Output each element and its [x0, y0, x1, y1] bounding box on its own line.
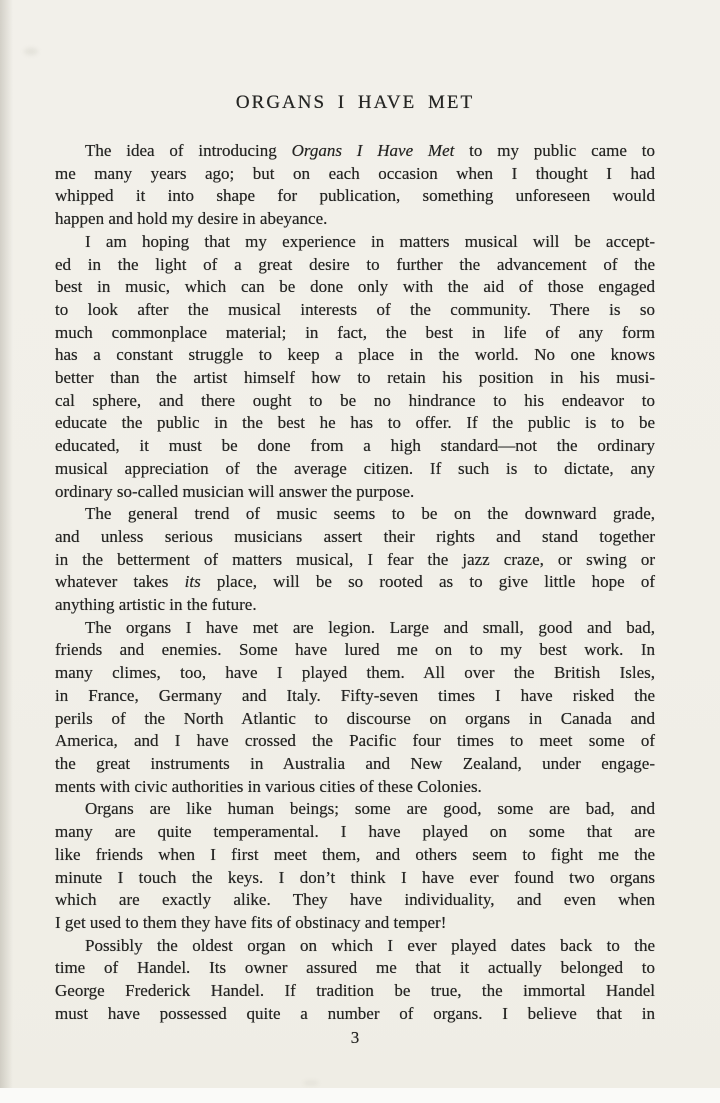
scan-artifact [24, 48, 38, 55]
text-line: whatever takes its place, will be so rooted as to give little hope of [55, 572, 655, 592]
text-line: much commonplace material; in fact, the best in life of any form [55, 322, 655, 342]
text-line: many climes, too, have I played them. All over the British Isles, [55, 663, 655, 683]
text-line: I get used to them they have fits of obstinacy and temper! [55, 912, 447, 932]
paragraph [55, 503, 655, 617]
text-line: minute I touch the keys. I don’t think I have ever found two organs [55, 867, 655, 887]
paragraph [55, 798, 655, 934]
text-line: has a constant struggle to keep a place in the world. No one knows [55, 345, 655, 365]
text-line: cal sphere, and there ought to be no hindrance to his endeavor to [55, 390, 655, 410]
text-line: friends and enemies. Some have lured me on to my best work. In [55, 640, 655, 660]
text-line: many are quite temperamental. I have played on some that are [55, 822, 655, 842]
text-line: musical appreciation of the average citizen. If such is to dictate, any [55, 458, 655, 478]
text-line: and unless serious musicians assert their rights and stand together [55, 526, 655, 546]
text-line: ordinary so-called musician will answer the purpose. [55, 481, 415, 501]
text-line: which are exactly alike. They have individuality, and even when [55, 890, 655, 910]
text-line: best in music, which can be done only with the aid of those engaged [55, 277, 655, 297]
text-line: must have possessed quite a number of organs. I believe that in [55, 1003, 655, 1023]
text-line: The idea of introducing Organs I Have Met to my public came to [85, 141, 655, 160]
chapter-title: ORGANS I HAVE MET [235, 92, 475, 113]
page-edge-shadow [0, 0, 13, 1088]
text-line: in the betterment of matters musical, I fear the jazz craze, or swing or [55, 549, 655, 569]
text-line: Organs are like human beings; some are good, some are bad, and [85, 799, 655, 819]
text-line: time of Handel. Its owner assured me that it actually belonged to [55, 958, 655, 978]
text-line: anything artistic in the future. [55, 595, 257, 615]
page-number: 3 [350, 1028, 360, 1047]
paragraph [55, 231, 655, 503]
text-line: to look after the musical interests of the community. There is so [55, 299, 655, 319]
paragraph [55, 935, 655, 1026]
text-line: whipped it into shape for publication, something unforeseen would [55, 186, 655, 206]
paragraph [55, 140, 655, 231]
text-line: in France, Germany and Italy. Fifty-seven times I have risked the [55, 685, 655, 705]
text-line: the great instruments in Australia and New Zealand, under engage- [55, 753, 655, 773]
text-line: happen and hold my desire in abeyance. [55, 209, 328, 229]
scan-artifact [303, 1080, 319, 1086]
text-line: Possibly the oldest organ on which I ever played dates back to the [85, 935, 655, 955]
text-line: like friends when I first meet them, and others seem to fight me the [55, 844, 655, 864]
text-line: educate the public in the best he has to offer. If the public is to be [55, 413, 655, 433]
scan-background-strip [0, 1088, 720, 1103]
text-line: George Frederick Handel. If tradition be true, the immortal Handel [55, 981, 655, 1001]
text-line: The general trend of music seems to be on the downward grade, [85, 504, 655, 524]
text-line: me many years ago; but on each occasion when I thought I had [55, 163, 655, 183]
page-body-text [55, 140, 655, 1025]
paragraph [55, 617, 655, 799]
text-line: educated, it must be done from a high standard—not the ordinary [55, 436, 655, 456]
text-line: ed in the light of a great desire to further the advancement of the [55, 254, 655, 274]
text-line: ments with civic authorities in various cities of these Colonies. [55, 776, 482, 796]
text-line: The organs I have met are legion. Large and small, good and bad, [85, 617, 655, 637]
text-line: America, and I have crossed the Pacific four times to meet some of [55, 731, 655, 751]
text-line: better than the artist himself how to retain his position in his musi- [55, 368, 655, 388]
text-line: perils of the North Atlantic to discourse on organs in Canada and [55, 708, 655, 728]
text-line: I am hoping that my experience in matters musical will be accept- [85, 231, 655, 251]
